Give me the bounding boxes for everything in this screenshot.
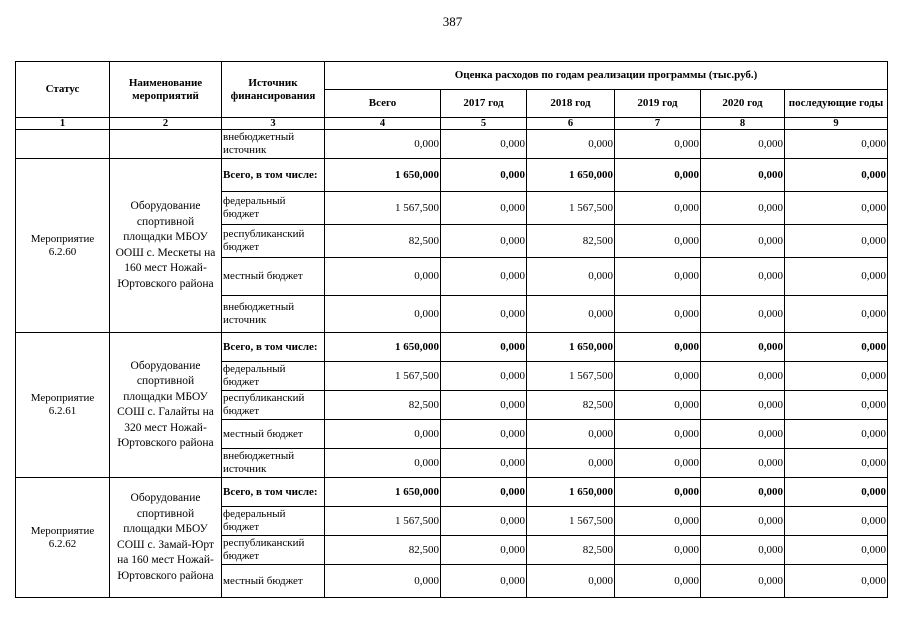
- value-cell: 82,500: [527, 225, 615, 258]
- source-cell: внебюджетный источник: [222, 130, 325, 159]
- source-cell: внебюджетный источник: [222, 296, 325, 333]
- value-cell: 0,000: [441, 565, 527, 598]
- table-row: [16, 159, 888, 192]
- value-cell: 0,000: [441, 362, 527, 391]
- value-cell: 0,000: [785, 192, 888, 225]
- value-cell: 1 567,500: [325, 507, 441, 536]
- source-cell: внебюджетный источник: [222, 449, 325, 478]
- header-year: 2018 год: [527, 90, 615, 118]
- value-cell: 0,000: [701, 507, 785, 536]
- value-cell: 0,000: [785, 478, 888, 507]
- column-index: 7: [615, 118, 701, 130]
- header-status: Статус: [16, 62, 110, 118]
- value-cell: 0,000: [441, 391, 527, 420]
- value-cell: 1 650,000: [325, 159, 441, 192]
- source-cell: республиканский бюджет: [222, 391, 325, 420]
- value-cell: 1 650,000: [325, 478, 441, 507]
- header-year: 2020 год: [701, 90, 785, 118]
- name-cell-empty: [110, 130, 222, 159]
- value-cell: 0,000: [441, 130, 527, 159]
- value-cell: 0,000: [785, 565, 888, 598]
- value-cell: 0,000: [785, 420, 888, 449]
- value-cell: 0,000: [701, 130, 785, 159]
- header-name: Наименование мероприятий: [110, 62, 222, 118]
- value-cell: 0,000: [785, 159, 888, 192]
- source-cell: федеральный бюджет: [222, 507, 325, 536]
- value-cell: 0,000: [701, 159, 785, 192]
- value-cell: 0,000: [615, 536, 701, 565]
- value-cell: 0,000: [785, 391, 888, 420]
- source-cell: Всего, в том числе:: [222, 159, 325, 192]
- value-cell: 0,000: [527, 130, 615, 159]
- value-cell: 0,000: [441, 449, 527, 478]
- status-cell: Мероприятие 6.2.62: [16, 478, 110, 598]
- value-cell: 82,500: [527, 536, 615, 565]
- value-cell: 0,000: [615, 296, 701, 333]
- value-cell: 0,000: [701, 258, 785, 296]
- measure-name-cell: Оборудование спортивной площадки МБОУ СОШ с. Галайты на 320 мест Ножай-Юртовского района: [110, 333, 222, 478]
- measure-name-cell: Оборудование спортивной площадки МБОУ СОШ с. Замай-Юрт на 160 мест Ножай-Юртовского района: [110, 478, 222, 598]
- value-cell: 1 567,500: [527, 192, 615, 225]
- source-cell: местный бюджет: [222, 258, 325, 296]
- value-cell: 0,000: [701, 362, 785, 391]
- value-cell: 0,000: [701, 536, 785, 565]
- page-number: 387: [442, 14, 463, 29]
- table-row: [16, 333, 888, 362]
- header-estimate: Оценка расходов по годам реализации программы (тыс.руб.): [325, 62, 888, 90]
- value-cell: 0,000: [527, 449, 615, 478]
- value-cell: 0,000: [701, 391, 785, 420]
- value-cell: 0,000: [785, 333, 888, 362]
- value-cell: 0,000: [325, 130, 441, 159]
- column-index: 6: [527, 118, 615, 130]
- value-cell: 0,000: [615, 565, 701, 598]
- value-cell: 0,000: [615, 420, 701, 449]
- value-cell: 82,500: [325, 225, 441, 258]
- status-cell-empty: [16, 130, 110, 159]
- value-cell: 0,000: [615, 333, 701, 362]
- column-index: 5: [441, 118, 527, 130]
- value-cell: 0,000: [615, 225, 701, 258]
- table-row: [16, 478, 888, 507]
- value-cell: 1 650,000: [325, 333, 441, 362]
- value-cell: 0,000: [615, 391, 701, 420]
- source-cell: республиканский бюджет: [222, 536, 325, 565]
- value-cell: 1 650,000: [527, 478, 615, 507]
- value-cell: 1 567,500: [325, 362, 441, 391]
- value-cell: 0,000: [615, 449, 701, 478]
- value-cell: 0,000: [785, 258, 888, 296]
- value-cell: 0,000: [615, 362, 701, 391]
- value-cell: 0,000: [441, 536, 527, 565]
- value-cell: 0,000: [785, 296, 888, 333]
- source-cell: местный бюджет: [222, 565, 325, 598]
- value-cell: 0,000: [441, 420, 527, 449]
- value-cell: 0,000: [441, 296, 527, 333]
- value-cell: 0,000: [527, 565, 615, 598]
- column-index: 4: [325, 118, 441, 130]
- value-cell: 1 567,500: [527, 362, 615, 391]
- value-cell: 0,000: [325, 258, 441, 296]
- value-cell: 0,000: [325, 420, 441, 449]
- value-cell: 0,000: [785, 507, 888, 536]
- value-cell: 0,000: [785, 225, 888, 258]
- source-cell: федеральный бюджет: [222, 192, 325, 225]
- source-cell: республиканский бюджет: [222, 225, 325, 258]
- source-cell: Всего, в том числе:: [222, 478, 325, 507]
- value-cell: 0,000: [325, 449, 441, 478]
- value-cell: 0,000: [441, 507, 527, 536]
- value-cell: 0,000: [441, 159, 527, 192]
- value-cell: 1 567,500: [325, 192, 441, 225]
- value-cell: 0,000: [441, 192, 527, 225]
- value-cell: 0,000: [615, 159, 701, 192]
- value-cell: 0,000: [785, 449, 888, 478]
- value-cell: 0,000: [615, 258, 701, 296]
- column-index: 3: [222, 118, 325, 130]
- value-cell: 1 650,000: [527, 159, 615, 192]
- value-cell: 0,000: [701, 296, 785, 333]
- header-year: Всего: [325, 90, 441, 118]
- header-year: 2019 год: [615, 90, 701, 118]
- value-cell: 0,000: [615, 478, 701, 507]
- value-cell: 82,500: [325, 536, 441, 565]
- value-cell: 0,000: [701, 192, 785, 225]
- column-index: 9: [785, 118, 888, 130]
- value-cell: 82,500: [527, 391, 615, 420]
- value-cell: 0,000: [615, 130, 701, 159]
- header-source: Источник финансирования: [222, 62, 325, 118]
- value-cell: 0,000: [527, 258, 615, 296]
- value-cell: 0,000: [441, 225, 527, 258]
- measure-name-cell: Оборудование спортивной площадки МБОУ ООШ с. Мескеты на 160 мест Ножай-Юртовского района: [110, 159, 222, 333]
- value-cell: 0,000: [785, 130, 888, 159]
- value-cell: 0,000: [701, 449, 785, 478]
- table-row: [16, 130, 888, 159]
- value-cell: 1 567,500: [527, 507, 615, 536]
- value-cell: 0,000: [701, 225, 785, 258]
- value-cell: 0,000: [785, 536, 888, 565]
- status-cell: Мероприятие 6.2.60: [16, 159, 110, 333]
- value-cell: 0,000: [701, 478, 785, 507]
- column-index: 8: [701, 118, 785, 130]
- column-index: 1: [16, 118, 110, 130]
- column-index: 2: [110, 118, 222, 130]
- value-cell: 0,000: [527, 420, 615, 449]
- value-cell: 0,000: [441, 258, 527, 296]
- value-cell: 0,000: [441, 478, 527, 507]
- value-cell: 1 650,000: [527, 333, 615, 362]
- source-cell: Всего, в том числе:: [222, 333, 325, 362]
- expense-table: [15, 61, 888, 598]
- value-cell: 0,000: [325, 296, 441, 333]
- value-cell: 0,000: [615, 507, 701, 536]
- value-cell: 0,000: [527, 296, 615, 333]
- value-cell: 0,000: [701, 565, 785, 598]
- value-cell: 0,000: [325, 565, 441, 598]
- value-cell: 0,000: [701, 333, 785, 362]
- header-year: 2017 год: [441, 90, 527, 118]
- value-cell: 0,000: [615, 192, 701, 225]
- source-cell: федеральный бюджет: [222, 362, 325, 391]
- value-cell: 0,000: [441, 333, 527, 362]
- value-cell: 0,000: [701, 420, 785, 449]
- value-cell: 82,500: [325, 391, 441, 420]
- value-cell: 0,000: [785, 362, 888, 391]
- status-cell: Мероприятие 6.2.61: [16, 333, 110, 478]
- source-cell: местный бюджет: [222, 420, 325, 449]
- header-year: последующие годы: [785, 90, 888, 118]
